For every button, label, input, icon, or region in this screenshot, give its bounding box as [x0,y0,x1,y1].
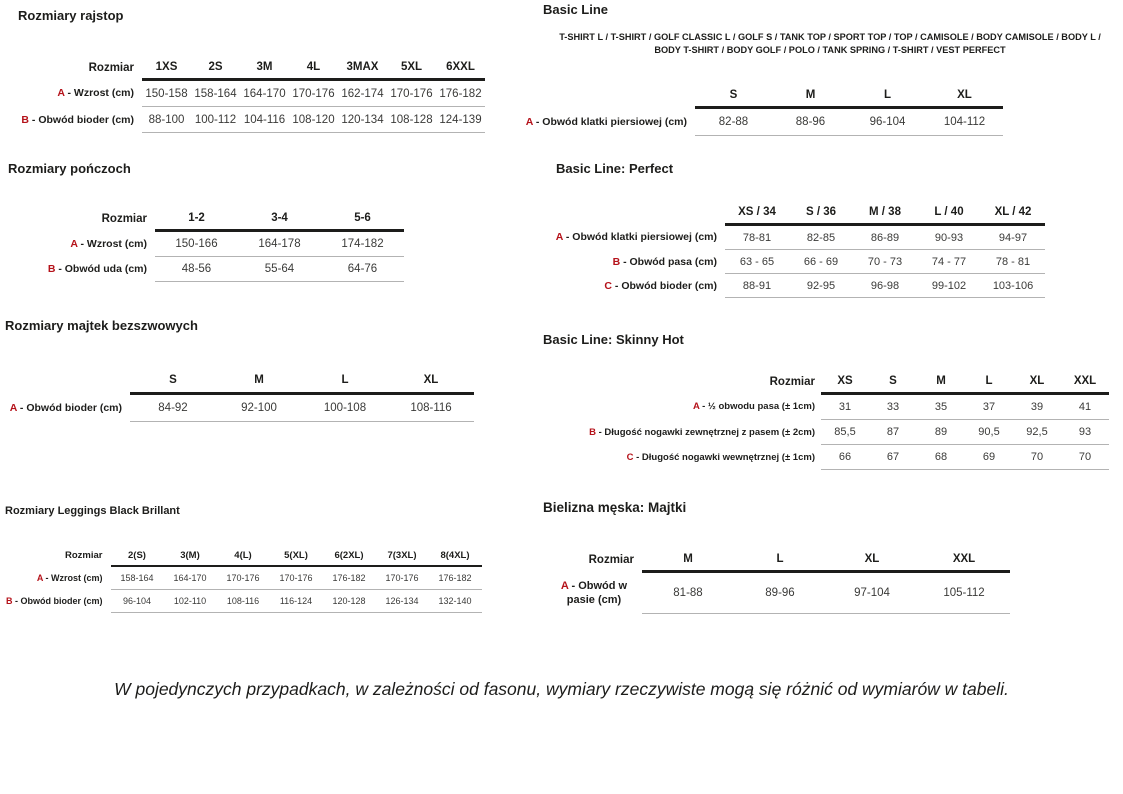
measure-value-cell: 124-139 [436,107,485,133]
size-column-header: 5XL [387,56,436,80]
measure-value-cell: 104-116 [240,107,289,133]
size-table-rajstop [14,56,485,133]
measure-row [530,250,1045,274]
measure-row-label: A - ½ obwodu pasa (± 1cm) [692,401,815,412]
measure-value-cell: 37 [965,394,1013,420]
size-column-header: XS [821,370,869,394]
measure-value-cell: 96-104 [849,108,926,136]
size-header-row [45,207,404,231]
measure-value-cell: 176-182 [429,566,482,590]
measure-value-cell: 66 [821,445,869,470]
measure-value-cell: 88-100 [142,107,191,133]
measure-value-cell: 132-140 [429,590,482,613]
measure-value-cell: 84-92 [130,394,216,422]
measure-value-cell: 78-81 [725,225,789,250]
measure-row-label: B - Długość nogawki zewnętrznej z pasem (± 2cm) [589,426,815,438]
size-column-header: S [130,368,216,394]
measure-row [5,394,474,422]
size-column-header: M / 38 [853,201,917,225]
measure-row-label: C - Długość nogawki wewnętrznej (± 1cm) [626,451,815,463]
measure-value-cell: 89-96 [734,572,826,614]
measure-value-cell: 150-166 [155,231,238,257]
size-column-header: 2S [191,56,240,80]
measure-row [14,107,485,133]
measure-value-cell: 170-176 [289,80,338,107]
section-title-rajstop: Rozmiary rajstop [18,8,124,23]
size-column-header: 3-4 [238,207,321,231]
size-column-header: 6(2XL) [323,545,376,566]
measure-key-letter: A [525,115,533,128]
size-column-header: S [695,84,772,108]
measure-value-cell: 97-104 [826,572,918,614]
size-column-header: 6XXL [436,56,485,80]
size-column-header: 3MAX [338,56,387,80]
measure-value-cell: 35 [917,394,965,420]
measure-row [530,274,1045,298]
measure-row-label: B - Obwód uda (cm) [47,263,147,275]
measure-value-cell: 39 [1013,394,1061,420]
size-table-basic-line [505,84,1003,136]
size-table-bielizna-meska [550,548,1010,614]
section-title-basic-line: Basic Line [543,2,609,17]
measure-key-letter: A [57,87,65,99]
size-header-label: Rozmiar [588,553,634,566]
size-header-row [550,548,1010,572]
measure-value-cell: 48-56 [155,257,238,282]
size-column-header: L [734,548,826,572]
size-header-row [5,368,474,394]
section-title-ponczochy: Rozmiary pończoch [8,161,131,176]
measure-row [45,257,404,282]
measure-value-cell: 31 [821,394,869,420]
measure-value-cell: 92-95 [789,274,853,298]
measure-value-cell: 41 [1061,394,1109,420]
size-column-header: XL [826,548,918,572]
measure-key-letter: A [555,231,563,243]
measure-key-letter: B [6,596,13,606]
measure-value-cell: 96-104 [111,590,164,613]
size-column-header: 3M [240,56,289,80]
section-leggings [5,505,482,613]
measure-value-cell: 170-176 [376,566,429,590]
size-header-label: Rozmiar [101,212,147,225]
measure-value-cell: 88-91 [725,274,789,298]
size-table-leggings [6,545,482,613]
size-header-row [545,370,1109,394]
measure-row [545,445,1109,470]
measure-value-cell: 70 [1013,445,1061,470]
size-column-header: XL [926,84,1003,108]
measure-value-cell: 99-102 [917,274,981,298]
measure-row-label: A - Obwód bioder (cm) [9,401,122,414]
section-basic-line-perfect [530,161,1045,298]
measure-value-cell: 63 - 65 [725,250,789,274]
measure-value-cell: 174-182 [321,231,404,257]
size-column-header: XL / 42 [981,201,1045,225]
measure-value-cell: 92,5 [1013,420,1061,445]
measure-value-cell: 116-124 [270,590,323,613]
size-column-header: XXL [1061,370,1109,394]
measure-value-cell: 81-88 [642,572,734,614]
size-header-label: Rozmiar [65,550,103,561]
measure-value-cell: 85,5 [821,420,869,445]
section-title-leggings: Rozmiary Leggings Black Brillant [5,505,180,517]
section-rajstop [14,8,485,133]
measure-value-cell: 102-110 [164,590,217,613]
measure-value-cell: 170-176 [387,80,436,107]
measure-row-label: A - Obwód klatki piersiowej (cm) [555,231,717,243]
size-header-label [5,368,130,394]
measure-key-letter: A [560,579,569,592]
size-column-header: M [772,84,849,108]
measure-key-letter: B [21,113,29,126]
size-table-majtki-bezszwowe [5,368,474,422]
measure-key-letter: C [604,279,612,292]
measure-row [14,80,485,107]
measure-row-label: A - Wzrost (cm) [57,87,134,99]
size-column-header: M [642,548,734,572]
measure-value-cell: 108-116 [217,590,270,613]
size-column-header: 4(L) [217,545,270,566]
section-majtki-bezszwowe [5,318,474,422]
size-header-row [530,201,1045,225]
measure-row [6,566,482,590]
size-column-header: 7(3XL) [376,545,429,566]
measure-value-cell: 105-112 [918,572,1010,614]
measure-value-cell: 87 [869,420,917,445]
size-column-header: 8(4XL) [429,545,482,566]
size-column-header: 1-2 [155,207,238,231]
measure-key-letter: A [36,572,43,583]
size-header-row [505,84,1003,108]
measure-row-label: A - Obwód w pasie (cm) [560,579,628,606]
measure-value-cell: 33 [869,394,917,420]
size-table-ponczochy [45,207,404,282]
disclaimer-note: W pojedynczych przypadkach, w zależności od fasonu, wymiary rzeczywiste mogą się różnić od wymiarów w tabeli. [114,679,1009,699]
measure-value-cell: 55-64 [238,257,321,282]
measure-key-letter: B [47,263,56,275]
section-bielizna-meska [543,500,1010,614]
size-column-header: 2(S) [111,545,164,566]
measure-value-cell: 170-176 [217,566,270,590]
measure-row-label: A - Obwód klatki piersiowej (cm) [525,115,687,128]
size-column-header: S [869,370,917,394]
measure-row-label: A - Wzrost (cm) [36,572,103,583]
measure-row-label: C - Obwód bioder (cm) [604,279,717,292]
measure-row [545,420,1109,445]
measure-value-cell: 68 [917,445,965,470]
measure-value-cell: 69 [965,445,1013,470]
measure-value-cell: 120-128 [323,590,376,613]
size-column-header: XL [1013,370,1061,394]
size-header-row [14,56,485,80]
measure-value-cell: 108-116 [388,394,474,422]
size-column-header: 4L [289,56,338,80]
measure-row [45,231,404,257]
measure-row-label: B - Obwód bioder (cm) [21,113,134,126]
measure-key-letter: B [589,426,596,438]
measure-value-cell: 158-164 [191,80,240,107]
measure-value-cell: 90,5 [965,420,1013,445]
section-basic-line [505,2,1110,136]
section-basic-line-skinny-hot [543,332,1109,470]
measure-row-label: B - Obwód bioder (cm) [6,596,103,606]
measure-key-letter: C [626,451,634,463]
size-column-header: 3(M) [164,545,217,566]
section-title-majtki-bezszwowe: Rozmiary majtek bezszwowych [5,318,198,333]
measure-value-cell: 70 [1061,445,1109,470]
size-column-header: L / 40 [917,201,981,225]
size-column-header: L [965,370,1013,394]
size-table-basic-line-perfect [530,201,1045,298]
size-column-header: XXL [918,548,1010,572]
size-column-header: XL [388,368,474,394]
measure-value-cell: 94-97 [981,225,1045,250]
measure-value-cell: 82-85 [789,225,853,250]
measure-row [550,572,1010,614]
measure-value-cell: 176-182 [323,566,376,590]
section-title-basic-line-perfect: Basic Line: Perfect [556,161,674,176]
size-column-header: 1XS [142,56,191,80]
measure-value-cell: 89 [917,420,965,445]
size-column-header: M [917,370,965,394]
size-column-header: XS / 34 [725,201,789,225]
measure-row [530,225,1045,250]
measure-value-cell: 66 - 69 [789,250,853,274]
measure-value-cell: 176-182 [436,80,485,107]
measure-value-cell: 93 [1061,420,1109,445]
measure-value-cell: 96-98 [853,274,917,298]
size-column-header: 5-6 [321,207,404,231]
measure-value-cell: 92-100 [216,394,302,422]
measure-value-cell: 126-134 [376,590,429,613]
measure-value-cell: 70 - 73 [853,250,917,274]
measure-value-cell: 78 - 81 [981,250,1045,274]
size-header-label [505,84,695,108]
measure-value-cell: 88-96 [772,108,849,136]
measure-value-cell: 82-88 [695,108,772,136]
measure-value-cell: 120-134 [338,107,387,133]
measure-key-letter: A [692,401,700,412]
measure-row [505,108,1003,136]
section-ponczochy [8,161,404,282]
measure-value-cell: 74 - 77 [917,250,981,274]
size-header-label: Rozmiar [769,375,815,388]
measure-key-letter: B [612,255,621,268]
measure-value-cell: 164-170 [164,566,217,590]
measure-row-label: A - Wzrost (cm) [70,237,147,250]
measure-value-cell: 104-112 [926,108,1003,136]
measure-value-cell: 108-120 [289,107,338,133]
measure-value-cell: 150-158 [142,80,191,107]
measure-value-cell: 64-76 [321,257,404,282]
size-header-label: Rozmiar [88,61,134,74]
measure-row [6,590,482,613]
size-header-label [530,201,725,225]
measure-value-cell: 103-106 [981,274,1045,298]
size-column-header: L [302,368,388,394]
measure-value-cell: 90-93 [917,225,981,250]
size-header-row [6,545,482,566]
size-column-header: S / 36 [789,201,853,225]
measure-row-label: B - Obwód pasa (cm) [612,255,717,268]
measure-key-letter: A [9,401,17,414]
measure-key-letter: A [70,237,78,250]
measure-row [545,394,1109,420]
measure-value-cell: 164-170 [240,80,289,107]
measure-value-cell: 108-128 [387,107,436,133]
section-title-basic-line-skinny-hot: Basic Line: Skinny Hot [543,332,684,347]
measure-value-cell: 100-108 [302,394,388,422]
measure-value-cell: 100-112 [191,107,240,133]
measure-value-cell: 158-164 [111,566,164,590]
section-title-bielizna-meska: Bielizna męska: Majtki [543,500,687,515]
measure-value-cell: 162-174 [338,80,387,107]
size-column-header: L [849,84,926,108]
size-column-header: 5(XL) [270,545,323,566]
size-table-basic-line-skinny-hot [545,370,1109,470]
basic-line-product-list: T-SHIRT L / T-SHIRT / GOLF CLASSIC L / GOLF S / TANK TOP / SPORT TOP / TOP / CAMISOLE / BODY CAMISOLE / BODY L / BODY T-SHIRT / BODY GOLF / POLO / TANK SPRING / T-SHIRT / VEST PERFECT [559,32,1101,55]
size-column-header: M [216,368,302,394]
measure-value-cell: 164-178 [238,231,321,257]
measure-value-cell: 67 [869,445,917,470]
measure-value-cell: 86-89 [853,225,917,250]
measure-value-cell: 170-176 [270,566,323,590]
